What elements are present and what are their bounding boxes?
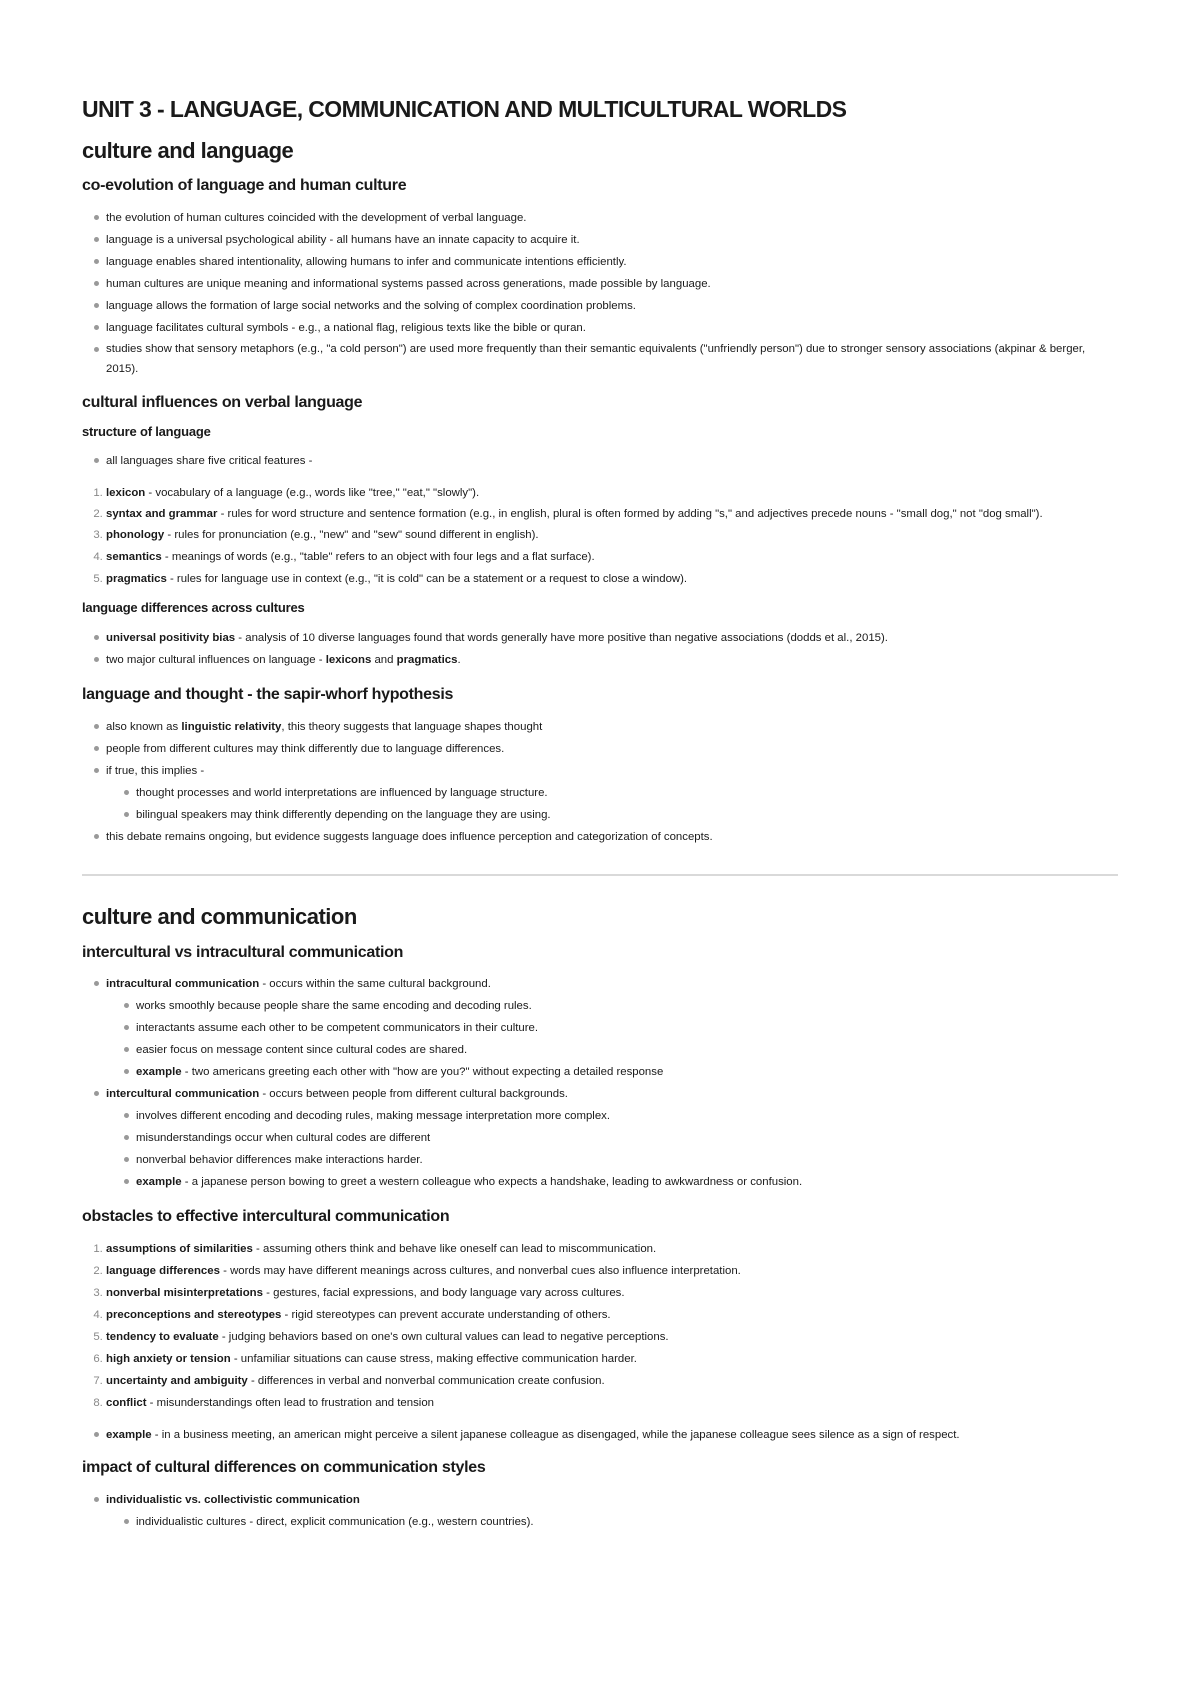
list-item: individualistic cultures - direct, explicit communication (e.g., western countries). xyxy=(136,1511,1118,1533)
term: example xyxy=(106,1429,152,1442)
list-item: language allows the formation of large social networks and the solving of complex coordination problems. xyxy=(106,295,1118,317)
sapir-whorf-list xyxy=(82,716,1118,848)
list-item xyxy=(106,649,1118,671)
subheading-cultural-influences: cultural influences on verbal language xyxy=(82,393,363,411)
list-item xyxy=(106,1489,1118,1533)
subheading-obstacles: obstacles to effective intercultural communication xyxy=(82,1208,450,1226)
term: syntax and grammar xyxy=(106,508,218,521)
nested-list xyxy=(106,1511,1118,1533)
term: intercultural communication xyxy=(106,1088,260,1101)
definition: - a japanese person bowing to greet a western colleague who expects a handshake, leading to awkwardness or confusion. xyxy=(181,1176,803,1189)
section-heading-culture-language: culture and language xyxy=(82,137,294,163)
list-item: misunderstandings occur when cultural codes are different xyxy=(136,1127,1118,1149)
term: phonology xyxy=(106,529,165,542)
list-item xyxy=(106,504,1118,524)
list-item: nonverbal behavior differences make interactions harder. xyxy=(136,1149,1118,1171)
subheading-coevolution: co-evolution of language and human culture xyxy=(82,176,407,194)
nested-list xyxy=(106,782,1118,826)
term: lexicon xyxy=(106,487,146,500)
list-item: language facilitates cultural symbols - e.g., a national flag, religious texts like the bible or quran. xyxy=(106,317,1118,339)
term: uncertainty and ambiguity xyxy=(106,1375,248,1388)
list-item xyxy=(106,482,1118,504)
definition: - rigid stereotypes can prevent accurate understanding of others. xyxy=(281,1309,611,1322)
term: pragmatics xyxy=(396,654,458,667)
obstacles-list xyxy=(82,1238,1118,1414)
list-item xyxy=(106,973,1118,1083)
definition: - vocabulary of a language (e.g., words like "tree," "eat," "slowly"). xyxy=(145,487,480,500)
definition: - rules for language use in context (e.g., "it is cold" can be a statement or a request to close a window). xyxy=(166,573,688,586)
list-item: this debate remains ongoing, but evidence suggests language does influence perception and categorization of concepts. xyxy=(106,826,1118,848)
section-heading-culture-communication: culture and communication xyxy=(82,904,357,930)
list-item xyxy=(106,1326,1118,1348)
list-item xyxy=(136,1171,1118,1193)
subheading-intercultural-vs-intracultural: intercultural vs intracultural communication xyxy=(82,943,404,961)
term: preconceptions and stereotypes xyxy=(106,1309,282,1322)
list-item: the evolution of human cultures coincided with the development of verbal language. xyxy=(106,207,1118,229)
language-differences-list xyxy=(82,627,1118,671)
definition: - occurs between people from different cultural backgrounds. xyxy=(259,1088,568,1101)
term: intracultural communication xyxy=(106,978,260,991)
list-item: language enables shared intentionality, allowing humans to infer and communicate intentions efficiently. xyxy=(106,251,1118,273)
list-item: people from different cultures may think differently due to language differences. xyxy=(106,738,1118,760)
list-item xyxy=(106,1282,1118,1304)
list-item: language is a universal psychological ability - all humans have an innate capacity to acquire it. xyxy=(106,229,1118,251)
definition: - meanings of words (e.g., "table" refers to an object with four legs and a flat surface). xyxy=(161,551,595,564)
list-item xyxy=(106,1392,1118,1414)
text: also known as xyxy=(106,721,182,734)
list-item: involves different encoding and decoding rules, making message interpretation more complex. xyxy=(136,1105,1118,1127)
definition: - unfamiliar situations can cause stress, making effective communication harder. xyxy=(230,1353,637,1366)
subheading-impact-cultural-differences: impact of cultural differences on communication styles xyxy=(82,1459,486,1477)
list-item xyxy=(136,1061,1118,1083)
nested-list xyxy=(106,995,1118,1083)
list-item xyxy=(106,716,1118,738)
term: individualistic vs. collectivistic communication xyxy=(106,1493,360,1506)
term: nonverbal misinterpretations xyxy=(106,1287,263,1300)
definition: - assuming others think and behave like oneself can lead to miscommunication. xyxy=(252,1243,657,1256)
list-item xyxy=(106,1424,1118,1446)
communication-types-list xyxy=(82,973,1118,1193)
list-item xyxy=(106,1238,1118,1260)
coevolution-list xyxy=(82,207,1118,379)
list-item: thought processes and world interpretations are influenced by language structure. xyxy=(136,782,1118,804)
list-item xyxy=(106,546,1118,568)
list-item xyxy=(106,1370,1118,1392)
list-item: all languages share five critical features - xyxy=(106,450,1118,472)
obstacles-example-list xyxy=(82,1424,1118,1446)
definition: - words may have different meanings across cultures, and nonverbal cues also influence interpretation. xyxy=(219,1265,741,1278)
term: example xyxy=(136,1066,182,1079)
list-item: easier focus on message content since cultural codes are shared. xyxy=(136,1039,1118,1061)
impact-list xyxy=(82,1489,1118,1533)
page-title: UNIT 3 - LANGUAGE, COMMUNICATION AND MULTICULTURAL WORLDS xyxy=(82,96,847,122)
definition: - rules for word structure and sentence formation (e.g., in english, plural is often formed by adding "s," and adjectives precede nouns - "small dog," not "dog small"). xyxy=(217,508,1043,521)
text: , this theory suggests that language shapes thought xyxy=(281,721,543,734)
text: and xyxy=(371,654,397,667)
definition: - analysis of 10 diverse languages found that words generally have more positive than negative associations (dodds et al., 2015). xyxy=(235,632,888,645)
list-item xyxy=(106,627,1118,649)
list-item xyxy=(106,760,1118,826)
definition: - in a business meeting, an american might perceive a silent japanese colleague as disengaged, while the japanese colleague sees silence as a sign of respect. xyxy=(151,1429,960,1442)
definition: - gestures, facial expressions, and body language vary across cultures. xyxy=(262,1287,625,1300)
term: conflict xyxy=(106,1397,147,1410)
list-item xyxy=(106,524,1118,546)
structure-intro-list xyxy=(82,450,1118,472)
definition: - judging behaviors based on one's own cultural values can lead to negative perceptions. xyxy=(218,1331,669,1344)
term: lexicons xyxy=(325,654,372,667)
term: language differences xyxy=(106,1265,220,1278)
term: tendency to evaluate xyxy=(106,1331,219,1344)
list-item xyxy=(106,1083,1118,1193)
text: . xyxy=(457,654,461,667)
subheading-sapir-whorf: language and thought - the sapir-whorf hypothesis xyxy=(82,686,454,704)
list-item xyxy=(106,1304,1118,1326)
text: two major cultural influences on language - xyxy=(106,654,326,667)
list-item xyxy=(106,1260,1118,1282)
list-item: bilingual speakers may think differently depending on the language they are using. xyxy=(136,804,1118,826)
term: universal positivity bias xyxy=(106,632,236,645)
subheading-language-differences: language differences across cultures xyxy=(82,600,305,616)
list-item xyxy=(106,1348,1118,1370)
language-features-list xyxy=(82,482,1118,590)
definition: - differences in verbal and nonverbal communication create confusion. xyxy=(247,1375,605,1388)
term: linguistic relativity xyxy=(181,721,282,734)
definition: - occurs within the same cultural background. xyxy=(259,978,491,991)
list-item: studies show that sensory metaphors (e.g., "a cold person") are used more frequently than their semantic equivalents ("unfriendly person") due to stronger sensory associations (akpinar & berger, 2015). xyxy=(106,339,1118,379)
subheading-structure-of-language: structure of language xyxy=(82,423,211,439)
term: example xyxy=(136,1176,182,1189)
list-item: works smoothly because people share the same encoding and decoding rules. xyxy=(136,995,1118,1017)
definition: - two americans greeting each other with "how are you?" without expecting a detailed response xyxy=(181,1066,664,1079)
list-item xyxy=(106,568,1118,590)
definition: - misunderstandings often lead to frustration and tension xyxy=(146,1397,434,1410)
nested-list xyxy=(106,1105,1118,1193)
term: assumptions of similarities xyxy=(106,1243,253,1256)
text: if true, this implies - xyxy=(106,765,205,778)
list-item: interactants assume each other to be competent communicators in their culture. xyxy=(136,1017,1118,1039)
section-divider xyxy=(82,874,1118,876)
list-item: human cultures are unique meaning and informational systems passed across generations, made possible by language. xyxy=(106,273,1118,295)
term: high anxiety or tension xyxy=(106,1353,231,1366)
term: semantics xyxy=(106,551,162,564)
term: pragmatics xyxy=(106,573,167,586)
definition: - rules for pronunciation (e.g., "new" and "sew" sound different in english). xyxy=(164,529,539,542)
